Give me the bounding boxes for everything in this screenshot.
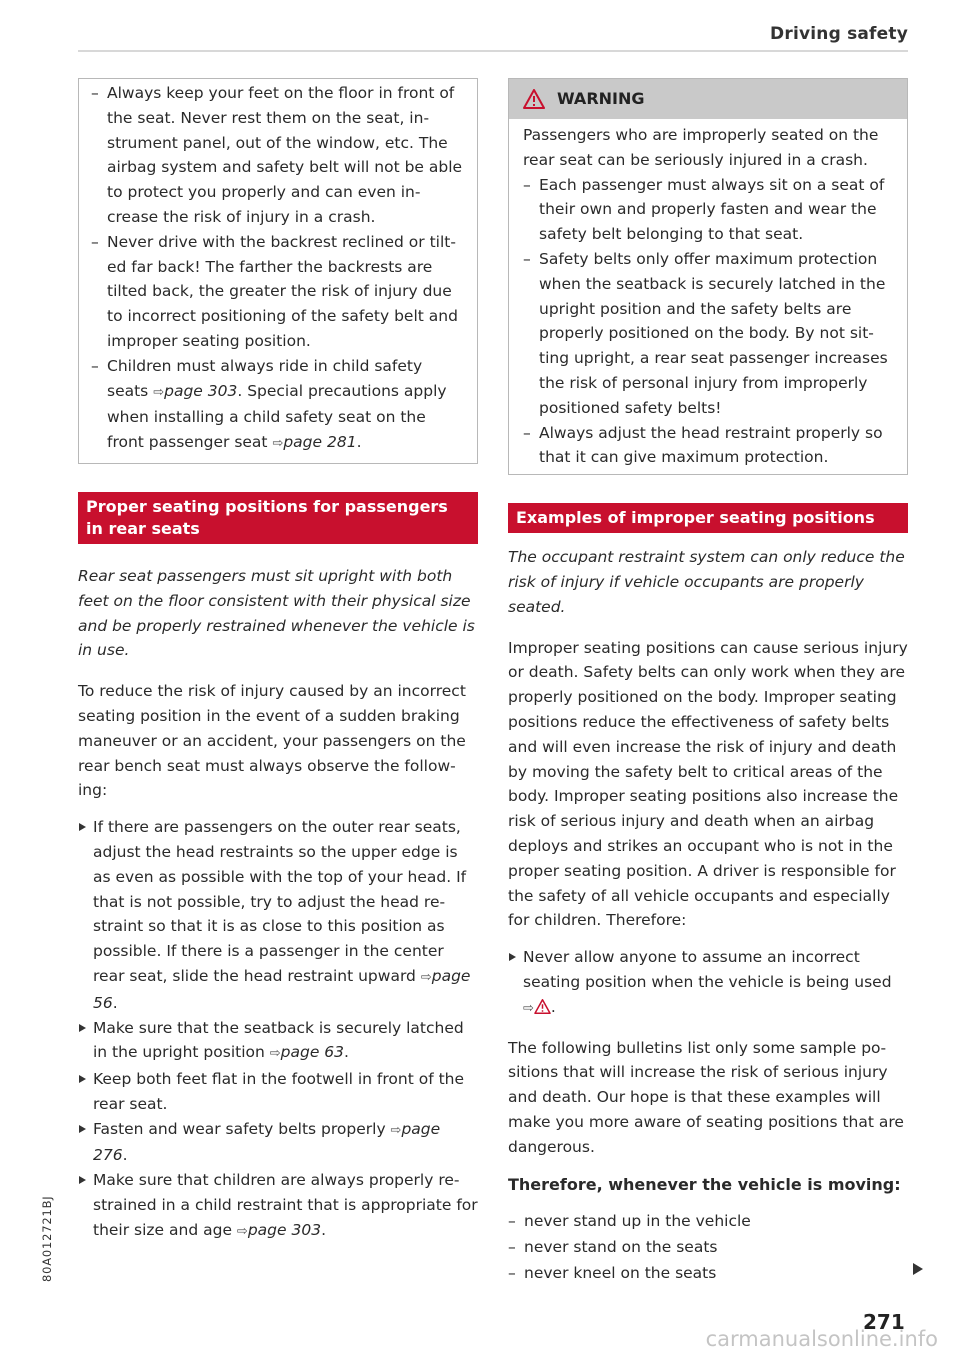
list-item: – never kneel on the seats <box>508 1260 908 1286</box>
warning-header <box>509 79 907 119</box>
warning-box <box>508 78 908 475</box>
arrow-right-icon: ⇨ <box>523 1000 534 1016</box>
warning-body <box>509 119 907 474</box>
list-item: – never stand on the seats <box>508 1234 908 1260</box>
list-item: – never stand up in the vehicle <box>508 1208 908 1234</box>
warning-intro: Passengers who are improperly seated on the rear seat can be seriously injured in a crash. <box>523 126 879 169</box>
page-header-title: Driving safety <box>770 24 908 44</box>
page-link[interactable]: page 303 <box>164 381 238 400</box>
document-code: 80A012721BJ <box>40 1195 54 1282</box>
arrow-right-icon: ⇨ <box>390 1122 402 1138</box>
rear-seat-instructions <box>78 815 478 1245</box>
arrow-right-icon: ⇨ <box>153 384 165 400</box>
arrow-right-icon: ⇨ <box>272 436 284 452</box>
arrow-right-icon: ⇨ <box>236 1223 248 1239</box>
arrow-right-icon: ⇨ <box>420 969 432 985</box>
page-link[interactable]: page 303 <box>247 1220 322 1239</box>
section-intro: Rear seat passengers must sit upright with both feet on the floor consistent with their physical size and be properly restrained whenever the vehicle is in use. <box>78 566 475 660</box>
page-link[interactable]: page 63 <box>280 1043 345 1062</box>
list-item: Never allow anyone to assume an incorrect seating position when the vehicle is being used ⇨ . <box>508 945 908 1021</box>
arrow-right-icon: ⇨ <box>269 1046 281 1062</box>
left-column <box>78 78 478 1245</box>
page-number: 271 <box>863 1310 905 1334</box>
list-item: – Always adjust the head restraint properly so that it can give maximum protection. <box>523 421 893 471</box>
page-link[interactable]: page 56 <box>93 966 471 1012</box>
watermark: carmanualsonline.info <box>705 1327 938 1351</box>
body-paragraph: Improper seating positions can cause serious injury or death. Safety belts can only work when they are properly positioned on the body. Improper seating positions reduce the effectiveness of safety belts and will even increase the risk of injury and death by moving the safety belt to critical areas of the body. Improper seating positions also increase the risk of serious injury and death when an airbag deploys and strikes an occupant who is not in the proper seating position. A driver is responsible for the safety of all vehicle occupants and especially for children. Therefore: <box>508 638 908 930</box>
right-column <box>508 78 908 1286</box>
page-link[interactable]: page 276 <box>93 1119 441 1165</box>
list-item: Fasten and wear safety belts properly ⇨page 276. <box>78 1117 478 1169</box>
list-item: – Never drive with the backrest reclined or tilted far back! The farther the backrests are tilted back, the greater the risk of injury due to incorrect positioning of the safety belt and improper seating position. <box>91 230 465 354</box>
continue-arrow-icon <box>913 1263 923 1275</box>
list-item: – Always keep your feet on the floor in front of the seat. Never rest them on the seat, instrument panel, out of the window, etc. The airbag system and safety belt will not be able to protect you properly and can even increase the risk of injury in a crash. <box>91 81 465 230</box>
dangerous-positions-list <box>508 1208 908 1286</box>
instruction-list <box>508 945 908 1021</box>
warning-triangle-icon <box>523 89 545 109</box>
body-paragraph: To reduce the risk of injury caused by an incorrect seating position in the event of a sudden braking maneuver or an accident, your passengers on the rear bench seat must always observe the following: <box>78 682 466 800</box>
section-heading-improper: Examples of improper seating positions <box>508 503 908 533</box>
warning-triangle-icon[interactable] <box>534 999 551 1014</box>
list-item: Keep both feet flat in the footwell in front of the rear seat. <box>78 1067 478 1117</box>
section-heading-rear-seats: Proper seating positions for passengers in rear seats <box>78 492 478 544</box>
list-item: – Safety belts only offer maximum protection when the seatback is securely latched in the upright position and the safety belts are properly positioned on the body. By not sitting upright, a rear seat passenger increases the risk of personal injury from improperly positioned safety belts! <box>523 247 893 421</box>
warning-continuation-list <box>91 81 465 457</box>
list-item: If there are passengers on the outer rear seats, adjust the head restraints so the upper edge is as even as possible with the top of your head. If that is not possible, try to adjust the head restraint so that it is as close to this position as possible. If there is a passenger in the center rear seat, slide the head restraint upward ⇨page 56. <box>78 815 478 1015</box>
page-link[interactable]: page 281 <box>283 433 357 452</box>
warning-label: WARNING <box>557 88 645 108</box>
section-intro: The occupant restraint system can only reduce the risk of injury if vehicle occupants are properly seated. <box>508 548 905 616</box>
warning-list <box>523 173 893 471</box>
warning-continuation-box <box>78 78 478 464</box>
list-item: Make sure that children are always properly restrained in a child restraint that is appropriate for their size and age ⇨page 303. <box>78 1168 478 1244</box>
list-item: – Each passenger must always sit on a seat of their own and properly fasten and wear the safety belt belonging to that seat. <box>523 173 893 247</box>
list-item: Make sure that the seatback is securely latched in the upright position ⇨page 63. <box>78 1016 478 1068</box>
subheading: Therefore, whenever the vehicle is moving: <box>508 1175 901 1195</box>
body-paragraph: The following bulletins list only some sample positions that will increase the risk of serious injury and death. Our hope is that these examples will make you more aware of seating positions that are dangerous. <box>508 1038 904 1156</box>
header-divider <box>78 50 908 52</box>
list-item: – Children must always ride in child safety seats ⇨page 303. Special precautions apply when installing a child safety seat on the front passenger seat ⇨page 281. <box>91 354 465 457</box>
